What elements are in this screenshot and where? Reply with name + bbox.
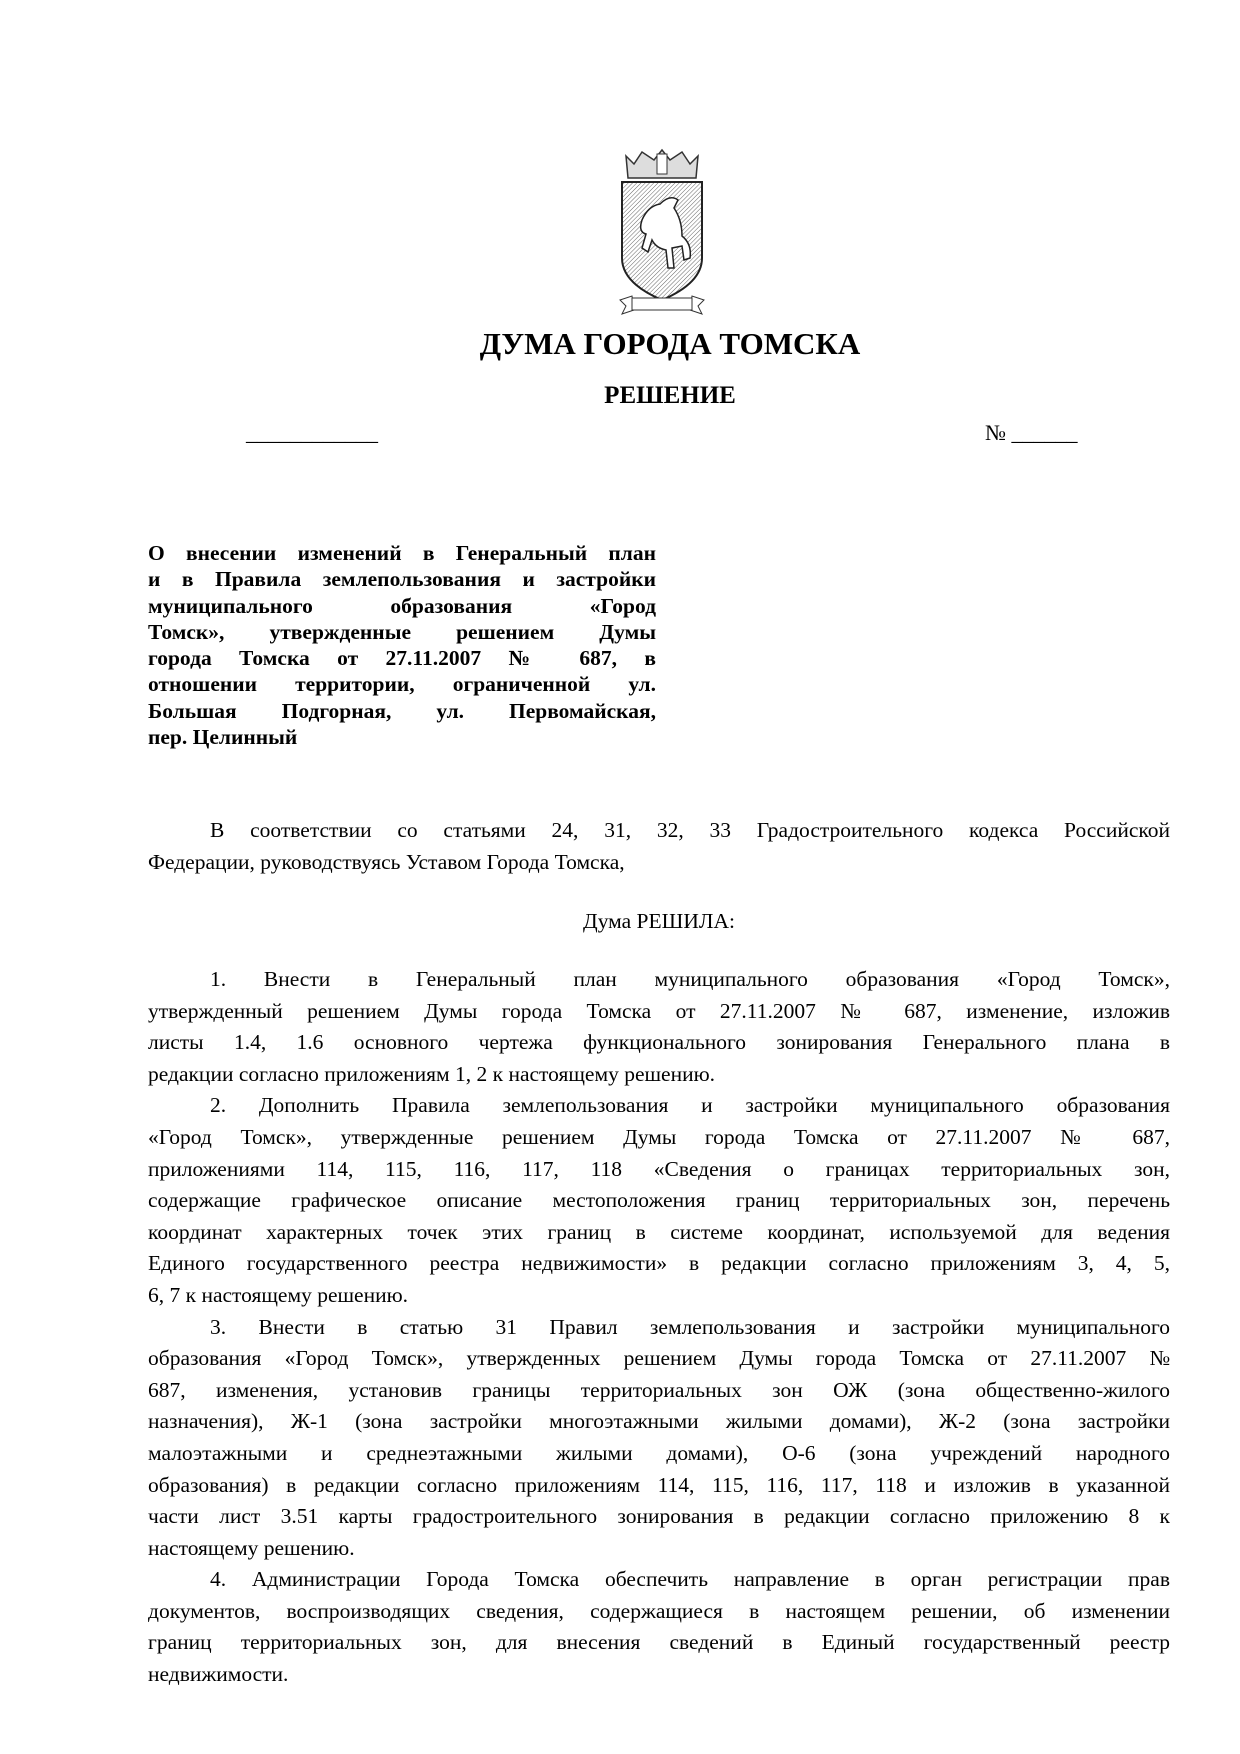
text-line: 3. Внести в статью 31 Правил землепользования и застройки муниципального bbox=[210, 1314, 1170, 1339]
decision-item-1 bbox=[148, 964, 1170, 1090]
decision-item-2 bbox=[148, 1090, 1170, 1311]
text-line: малоэтажными и среднеэтажными жилыми домами), О-6 (зона учреждений народного bbox=[148, 1440, 1170, 1465]
text-line: границ территориальных зон, для внесения сведений в Единый государственный реестр bbox=[148, 1630, 1170, 1655]
text-line: 4. Администрации Города Томска обеспечить направление в орган регистрации прав bbox=[210, 1567, 1170, 1592]
coat-of-arms-emblem bbox=[612, 148, 712, 320]
text-line: 2. Дополнить Правила землепользования и застройки муниципального образования bbox=[210, 1093, 1170, 1118]
text-line: назначения), Ж-1 (зона застройки многоэтажными жилыми домами), Ж-2 (зона застройки bbox=[148, 1409, 1170, 1434]
text-line: Единого государственного реестра недвижимости» в редакции согласно приложениям 3, 4, 5, bbox=[148, 1251, 1170, 1276]
text-line: муниципального образования «Город bbox=[148, 593, 656, 618]
text-line: Федерации, руководствуясь Уставом Города Томска, bbox=[148, 849, 625, 874]
text-line: образования «Город Томск», утвержденных решением Думы города Томска от 27.11.2007 № bbox=[148, 1346, 1170, 1371]
decision-items bbox=[148, 964, 1170, 1691]
text-line: О внесении изменений в Генеральный план bbox=[148, 541, 656, 565]
decision-item-3 bbox=[148, 1312, 1170, 1565]
text-line: утвержденный решением Думы города Томска от 27.11.2007 № 687, изменение, изложив bbox=[148, 998, 1170, 1023]
text-line: содержащие графическое описание местоположения границ территориальных зон, перечень bbox=[148, 1188, 1170, 1213]
document-title bbox=[148, 540, 656, 750]
text-line: города Томска от 27.11.2007 № 687, в bbox=[148, 646, 656, 671]
text-line: и в Правила землепользования и застройки bbox=[148, 567, 656, 592]
text-line: части лист 3.51 карты градостроительного зонирования в редакции согласно приложению 8 к bbox=[148, 1504, 1170, 1529]
decided-text: Дума РЕШИЛА: bbox=[583, 909, 735, 933]
intro-paragraph bbox=[148, 815, 1170, 878]
text-line: недвижимости. bbox=[148, 1662, 289, 1687]
document-number: № ______ bbox=[985, 420, 1078, 445]
decision-item-4 bbox=[148, 1564, 1170, 1690]
text-line: 687, изменения, установив границы территориальных зон ОЖ (зона общественно-жилого bbox=[148, 1377, 1170, 1402]
text-line: Большая Подгорная, ул. Первомайская, bbox=[148, 698, 656, 723]
text-line: 6, 7 к настоящему решению. bbox=[148, 1282, 409, 1307]
text-line: документов, воспроизводящих сведения, содержащиеся в настоящем решении, об изменении bbox=[148, 1598, 1170, 1623]
text-line: координат характерных точек этих границ в системе координат, используемой для ведения bbox=[148, 1219, 1170, 1244]
text-line: пер. Целинный bbox=[148, 725, 298, 750]
text-line: 1. Внести в Генеральный план муниципального образования «Город Томск», bbox=[210, 967, 1170, 991]
text-line: В соответствии со статьями 24, 31, 32, 33 Градостроительного кодекса Российской bbox=[210, 818, 1170, 842]
organization-name: ДУМА ГОРОДА ТОМСКА bbox=[479, 326, 861, 361]
document-type: РЕШЕНИЕ bbox=[604, 382, 736, 409]
decided-heading bbox=[148, 906, 1170, 938]
text-line: настоящему решению. bbox=[148, 1535, 355, 1560]
text-line: «Город Томск», утвержденные решением Думы города Томска от 27.11.2007 № 687, bbox=[148, 1124, 1170, 1149]
date-blank: ____________ bbox=[246, 420, 378, 445]
text-line: приложениями 114, 115, 116, 117, 118 «Сведения о границах территориальных зон, bbox=[148, 1156, 1170, 1181]
text-line: отношении территории, ограниченной ул. bbox=[148, 672, 656, 697]
text-line: Томск», утвержденные решением Думы bbox=[148, 619, 656, 644]
text-line: образования) в редакции согласно приложениям 114, 115, 116, 117, 118 и изложив в указанной bbox=[148, 1472, 1170, 1497]
text-line: редакции согласно приложениям 1, 2 к настоящему решению. bbox=[148, 1061, 716, 1086]
text-line: листы 1.4, 1.6 основного чертежа функционального зонирования Генерального плана в bbox=[148, 1030, 1170, 1055]
